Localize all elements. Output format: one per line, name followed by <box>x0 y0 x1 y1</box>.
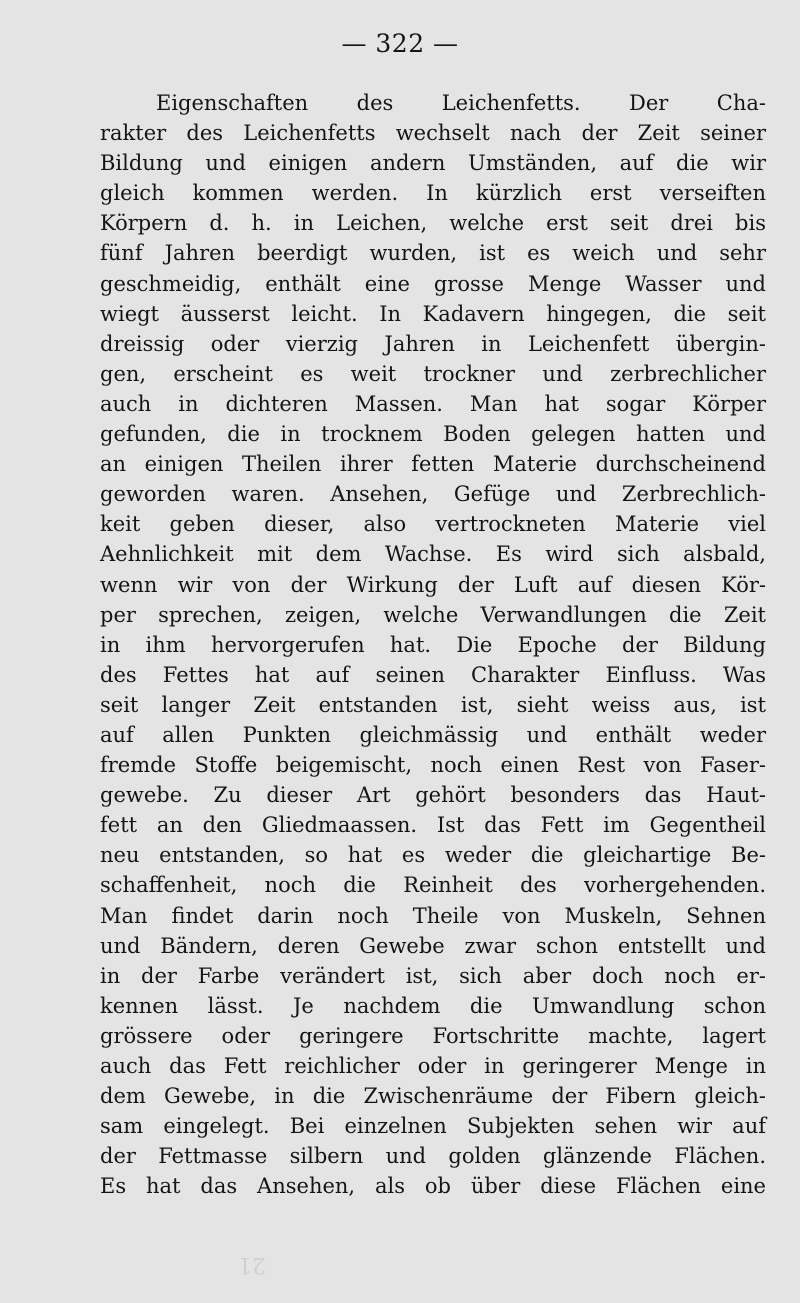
text-line: wiegt äusserst leicht. In Kadavern hingegen, die seit <box>100 301 766 326</box>
text-line: kennen lässt. Je nachdem die Umwandlung schon <box>100 993 766 1018</box>
text-line: des Fettes hat auf seinen Charakter Einfluss. Was <box>100 662 766 687</box>
text-line: dem Gewebe, in die Zwischenräume der Fibern gleich- <box>100 1084 766 1109</box>
text-line: und Bändern, deren Gewebe zwar schon entstellt und <box>100 933 766 958</box>
text-line: per sprechen, zeigen, welche Verwandlungen die Zeit <box>100 602 766 627</box>
text-line: an einigen Theilen ihrer fetten Materie durchscheinend <box>100 452 766 477</box>
text-line: in der Farbe verändert ist, sich aber doch noch er- <box>100 963 766 988</box>
text-line: geschmeidig, enthält eine grosse Menge Wasser und <box>100 271 766 296</box>
text-line: gefunden, die in trocknem Boden gelegen hatten und <box>100 422 766 447</box>
text-line: gewebe. Zu dieser Art gehört besonders das Haut- <box>100 783 766 808</box>
text-line: seit langer Zeit entstanden ist, sieht weiss aus, ist <box>100 692 766 717</box>
text-line: fremde Stoffe beigemischt, noch einen Rest von Faser- <box>100 753 766 778</box>
text-line: Bildung und einigen andern Umständen, auf die wir <box>100 151 766 176</box>
text-line: geworden waren. Ansehen, Gefüge und Zerbrechlich- <box>100 482 766 507</box>
page-number-header: — 322 — <box>341 29 459 58</box>
text-line: auch in dichteren Massen. Man hat sogar Körper <box>100 391 766 416</box>
text-line: auch das Fett reichlicher oder in geringerer Menge in <box>100 1054 766 1078</box>
text-line: Man findet darin noch Theile von Muskeln, Sehnen <box>100 903 766 928</box>
text-line: schaffenheit, noch die Reinheit des vorhergehenden. <box>100 873 766 898</box>
text-line: der Fettmasse silbern und golden glänzende Flächen. <box>100 1144 766 1169</box>
text-line: neu entstanden, so hat es weder die gleichartige Be- <box>100 843 766 868</box>
text-line: keit geben dieser, also vertrockneten Materie viel <box>100 512 766 537</box>
text-line: dreissig oder vierzig Jahren in Leichenfett übergin- <box>100 331 766 356</box>
text-line: in ihm hervorgerufen hat. Die Epoche der Bildung <box>100 632 766 657</box>
text-line: fett an den Gliedmaassen. Ist das Fett im Gegentheil <box>100 813 766 838</box>
text-line: Es hat das Ansehen, als ob über diese Flächen eine <box>100 1174 766 1199</box>
text-line: gleich kommen werden. In kürzlich erst verseiften <box>100 181 766 206</box>
text-line: Eigenschaften des Leichenfetts. Der Cha- <box>156 91 766 115</box>
body-text <box>100 88 766 1201</box>
text-line: Körpern d. h. in Leichen, welche erst seit drei bis <box>100 211 766 236</box>
text-line: gen, erscheint es weit trockner und zerbrechlicher <box>100 361 766 386</box>
text-line: sam eingelegt. Bei einzelnen Subjekten sehen wir auf <box>100 1114 766 1139</box>
text-line: Aehnlichkeit mit dem Wachse. Es wird sich alsbald, <box>100 542 766 567</box>
text-line: rakter des Leichenfetts wechselt nach der Zeit seiner <box>100 121 766 146</box>
text-line: fünf Jahren beerdigt wurden, ist es weich und sehr <box>100 241 766 266</box>
bleed-through-page-number: 21 <box>238 1252 266 1277</box>
text-line: auf allen Punkten gleichmässig und enthält weder <box>100 722 766 747</box>
text-line: wenn wir von der Wirkung der Luft auf diesen Kör- <box>100 572 766 597</box>
text-line: grössere oder geringere Fortschritte machte, lagert <box>100 1023 766 1048</box>
